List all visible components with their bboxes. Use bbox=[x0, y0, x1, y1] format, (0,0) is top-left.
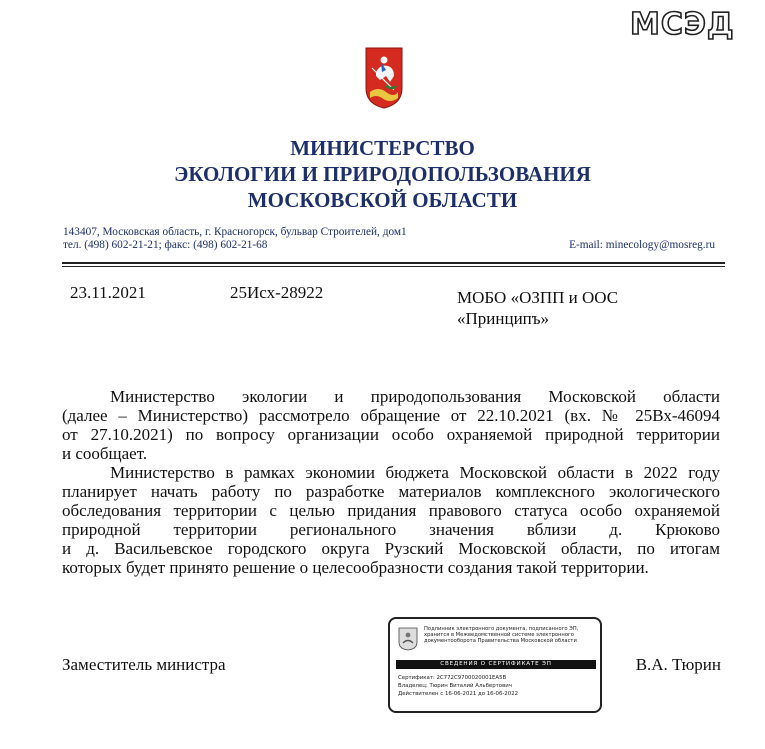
text-line: Министерство экологии и природопользования Московской области bbox=[110, 387, 720, 406]
ministry-title-line: МИНИСТЕРСТВО bbox=[290, 136, 475, 160]
text-line: от 27.10.2021) по вопросу организации особо охраняемой природной территории bbox=[62, 425, 720, 444]
ministry-title bbox=[0, 135, 765, 213]
recipient-line: МОБО «ОЗПП и ООС bbox=[457, 288, 619, 307]
ministry-address bbox=[63, 226, 407, 252]
text-line: обследования территории с целью придания правового статуса особо охраняемой bbox=[62, 501, 720, 520]
address-line: 143407, Московская область, г. Красногорск, бульвар Строителей, дом1 bbox=[63, 226, 407, 238]
msed-watermark: МСЭД bbox=[630, 7, 735, 42]
outgoing-number: 25Исх-28922 bbox=[230, 283, 324, 302]
text-line: (далее – Министерство) рассмотрело обращение от 22.10.2021 (вх. № 25Вх-46094 bbox=[62, 406, 720, 425]
phone-line: тел. (498) 602-21-21; факс: (498) 602-21-68 bbox=[63, 239, 268, 251]
stamp-certificate-info bbox=[398, 674, 596, 698]
stamp-header-line: Подлинник электронного документа, подписанного ЭП, bbox=[424, 626, 579, 632]
paragraph-2 bbox=[62, 463, 720, 577]
text-line: и д. Васильевское городского округа Рузский Московской области, по итогам bbox=[62, 539, 720, 558]
text-line: и сообщает. bbox=[62, 444, 148, 463]
stamp-header bbox=[424, 626, 598, 645]
text-line: которых будет принято решение о целесообразности создания такой территории. bbox=[62, 558, 649, 577]
letter-body bbox=[62, 387, 720, 577]
electronic-signature-stamp bbox=[388, 617, 602, 713]
text-line: природной территории регионального значения вблизи д. Крюково bbox=[62, 520, 720, 539]
text-line: планирует начать работу по разработке материалов комплексного экологического bbox=[62, 482, 720, 501]
signer-name: В.А. Тюрин bbox=[635, 655, 721, 674]
ministry-email: E-mail: minecology@mosreg.ru bbox=[569, 239, 715, 251]
certificate-number: Сертификат: 2C772C9700020001EA5B bbox=[398, 675, 507, 681]
paragraph-1 bbox=[62, 387, 720, 463]
certificate-validity: Действителен с 16-06-2021 до 16-06-2022 bbox=[398, 691, 519, 697]
coat-of-arms-icon bbox=[364, 46, 404, 110]
stamp-emblem-icon bbox=[398, 627, 418, 651]
stamp-certificate-bar: СВЕДЕНИЯ О СЕРТИФИКАТЕ ЭП bbox=[396, 660, 596, 669]
recipient-line: «Принципъ» bbox=[457, 309, 550, 328]
ministry-title-line: МОСКОВСКОЙ ОБЛАСТИ bbox=[247, 188, 518, 212]
document-date: 23.11.2021 bbox=[70, 283, 146, 302]
signer-position: Заместитель министра bbox=[62, 655, 226, 674]
stamp-header-line: хранится в Межведомственной системе электронного bbox=[424, 632, 574, 639]
text-line: Министерство в рамках экономии бюджета Московской области в 2022 году bbox=[110, 463, 720, 482]
header-divider bbox=[62, 262, 725, 264]
certificate-owner: Владелец: Тюрин Виталий Альбертович bbox=[398, 683, 512, 689]
stamp-header-line: документооборота Правительства Московской области bbox=[424, 638, 577, 645]
header-divider-thin bbox=[62, 266, 725, 267]
recipient bbox=[457, 287, 618, 329]
ministry-title-line: ЭКОЛОГИИ И ПРИРОДОПОЛЬЗОВАНИЯ bbox=[174, 162, 591, 186]
